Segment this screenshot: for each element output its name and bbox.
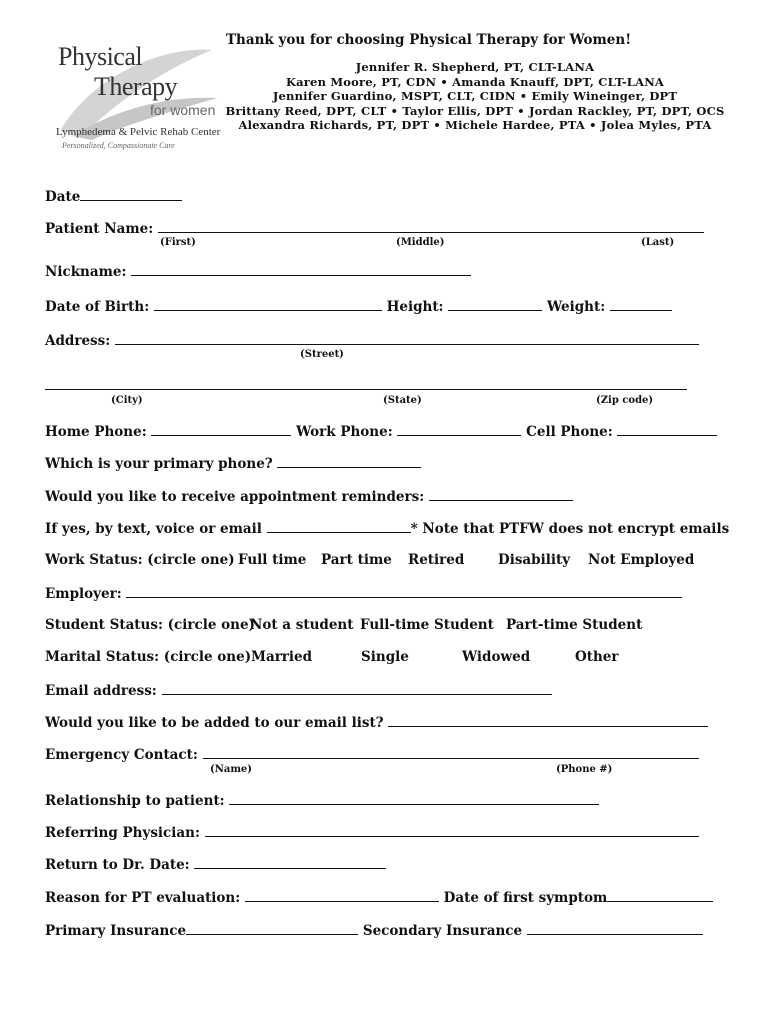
- home-phone-label: Home Phone:: [45, 424, 147, 440]
- phones-row: [45, 423, 717, 440]
- first-name-caption: (First): [160, 237, 196, 248]
- weight-field[interactable]: [610, 298, 672, 311]
- secondary-insurance-field[interactable]: [527, 922, 703, 935]
- clinic-logo: [52, 36, 220, 154]
- employer-label: Employer:: [45, 586, 122, 602]
- marital-status-label: Marital Status: (circle one): [45, 649, 252, 665]
- height-field[interactable]: [448, 298, 542, 311]
- date-field[interactable]: [80, 188, 182, 201]
- marital-option-other[interactable]: Other: [575, 649, 619, 665]
- insurance-row: [45, 922, 703, 939]
- staff-line: Brittany Reed, DPT, CLT • Taylor Ellis, DPT • Jordan Rackley, PT, DPT, OCS: [225, 103, 725, 118]
- relationship-row: [45, 792, 599, 809]
- primary-phone-row: [45, 455, 421, 472]
- reminder-method-label: If yes, by text, voice or email: [45, 521, 262, 537]
- referring-field[interactable]: [205, 824, 699, 837]
- email-list-label: Would you like to be added to our email list?: [45, 715, 384, 731]
- address-row: [45, 332, 699, 349]
- emergency-contact-row: [45, 746, 699, 763]
- patient-name-label: Patient Name:: [45, 221, 154, 237]
- secondary-insurance-label: Secondary Insurance: [362, 923, 523, 939]
- city-state-zip-row: [45, 377, 687, 394]
- marital-option-single[interactable]: Single: [361, 649, 409, 665]
- nickname-row: [45, 263, 471, 280]
- work-phone-label: Work Phone:: [296, 424, 393, 440]
- staff-line: Jennifer R. Shepherd, PT, CLT-LANA: [355, 60, 595, 74]
- student-option-part-time[interactable]: Part-time Student: [506, 617, 643, 633]
- reason-field[interactable]: [245, 889, 439, 902]
- dob-label: Date of Birth:: [45, 299, 150, 315]
- emergency-contact-field[interactable]: [203, 746, 699, 759]
- email-label: Email address:: [45, 683, 157, 699]
- city-state-zip-field[interactable]: [45, 377, 687, 390]
- date-label: Date: [45, 189, 81, 205]
- first-symptom-label: Date of first symptom: [443, 890, 608, 906]
- work-option-not-employed[interactable]: Not Employed: [588, 552, 695, 568]
- referring-label: Referring Physician:: [45, 825, 200, 841]
- weight-label: Weight:: [546, 299, 606, 315]
- zip-caption: (Zip code): [596, 395, 654, 406]
- return-dr-label: Return to Dr. Date:: [45, 857, 190, 873]
- email-list-field[interactable]: [388, 714, 708, 727]
- staff-list: [220, 60, 730, 133]
- reminders-row: [45, 488, 573, 505]
- home-phone-field[interactable]: [151, 423, 291, 436]
- state-caption: (State): [383, 395, 422, 406]
- middle-name-caption: (Middle): [396, 237, 445, 248]
- dob-field[interactable]: [154, 298, 382, 311]
- staff-line: Karen Moore, PT, CDN • Amanda Knauff, DPT, CLT-LANA: [285, 74, 665, 89]
- encrypt-note: * Note that PTFW does not encrypt emails: [410, 521, 730, 537]
- address-label: Address:: [45, 333, 111, 349]
- return-dr-row: [45, 856, 386, 873]
- date-row: [45, 188, 182, 205]
- work-option-part-time[interactable]: Part time: [321, 552, 392, 568]
- primary-phone-field[interactable]: [277, 455, 421, 468]
- cell-phone-field[interactable]: [617, 423, 717, 436]
- work-option-retired[interactable]: Retired: [408, 552, 465, 568]
- first-symptom-field[interactable]: [607, 889, 713, 902]
- street-field[interactable]: [115, 332, 699, 345]
- referring-row: [45, 824, 699, 841]
- height-label: Height:: [386, 299, 444, 315]
- work-status-label: Work Status: (circle one): [45, 552, 235, 568]
- reminder-method-row: [45, 520, 729, 537]
- reminder-method-field[interactable]: [267, 520, 411, 533]
- emergency-contact-label: Emergency Contact:: [45, 747, 198, 763]
- patient-name-field[interactable]: [158, 220, 704, 233]
- email-row: [45, 682, 552, 699]
- student-status-label: Student Status: (circle one): [45, 617, 255, 633]
- logo-text-therapy: Therapy: [94, 72, 178, 101]
- employer-row: [45, 585, 682, 602]
- header-title: Thank you for choosing Physical Therapy for Women!: [226, 32, 632, 48]
- reminders-label: Would you like to receive appointment reminders:: [45, 489, 425, 505]
- student-option-full-time[interactable]: Full-time Student: [360, 617, 494, 633]
- marital-option-married[interactable]: Married: [251, 649, 313, 665]
- reminders-field[interactable]: [429, 488, 573, 501]
- work-option-disability[interactable]: Disability: [498, 552, 571, 568]
- reason-label: Reason for PT evaluation:: [45, 890, 241, 906]
- ec-name-caption: (Name): [210, 764, 253, 775]
- primary-insurance-field[interactable]: [186, 922, 358, 935]
- nickname-field[interactable]: [131, 263, 471, 276]
- return-dr-field[interactable]: [194, 856, 386, 869]
- relationship-label: Relationship to patient:: [45, 793, 225, 809]
- logo-text-center: Lymphedema & Pelvic Rehab Center: [56, 126, 221, 138]
- nickname-label: Nickname:: [45, 264, 127, 280]
- header: [220, 32, 730, 133]
- employer-field[interactable]: [126, 585, 682, 598]
- city-caption: (City): [111, 395, 143, 406]
- last-name-caption: (Last): [641, 237, 675, 248]
- email-field[interactable]: [162, 682, 552, 695]
- primary-insurance-label: Primary Insurance: [45, 923, 187, 939]
- student-option-not-student[interactable]: Not a student: [250, 617, 354, 633]
- reason-row: [45, 889, 713, 906]
- email-list-row: [45, 714, 708, 731]
- staff-line: Alexandra Richards, PT, DPT • Michele Hardee, PTA • Jolea Myles, PTA: [238, 118, 712, 132]
- marital-option-widowed[interactable]: Widowed: [462, 649, 531, 665]
- patient-name-row: [45, 220, 704, 237]
- dob-row: [45, 298, 672, 315]
- staff-line: Jennifer Guardino, MSPT, CLT, CIDN • Emily Wineinger, DPT: [272, 89, 678, 103]
- work-phone-field[interactable]: [397, 423, 521, 436]
- work-option-full-time[interactable]: Full time: [238, 552, 307, 568]
- ec-phone-caption: (Phone #): [556, 764, 613, 775]
- street-caption: (Street): [300, 349, 344, 360]
- relationship-field[interactable]: [229, 792, 599, 805]
- logo-text-for-women: for women: [150, 102, 216, 118]
- logo-text-tagline: Personalized, Compassionate Care: [62, 141, 175, 150]
- logo-text-physical: Physical: [58, 42, 143, 71]
- cell-phone-label: Cell Phone:: [526, 424, 613, 440]
- primary-phone-label: Which is your primary phone?: [45, 456, 273, 472]
